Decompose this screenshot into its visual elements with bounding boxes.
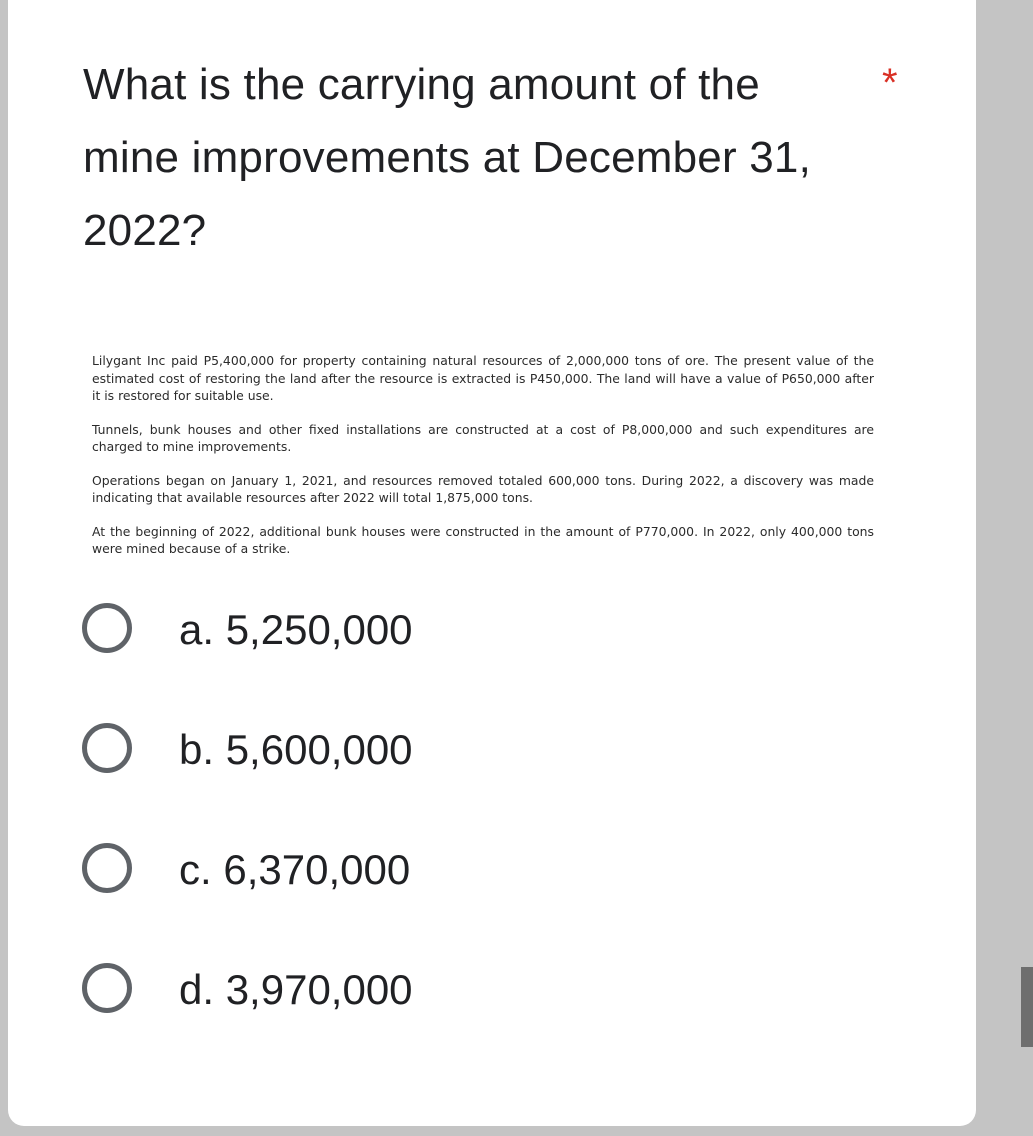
required-indicator: *	[882, 61, 898, 105]
passage-paragraph: Lilygant Inc paid P5,400,000 for property containing natural resources of 2,000,000 tons of ore. The present value of the estimated cost of restoring the land after the resource is extracted is P450,000. The land will have a value of P650,000 after it is restored for suitable use.	[92, 353, 874, 403]
radio-button[interactable]	[82, 963, 132, 1013]
option-label: d. 3,970,000	[179, 966, 413, 1013]
answer-options	[82, 600, 782, 1080]
question-title: What is the carrying amount of the mine improvements at December 31, 2022?	[83, 60, 812, 255]
option-label: c. 6,370,000	[179, 846, 411, 893]
option-d[interactable]	[82, 960, 782, 1080]
option-a[interactable]	[82, 600, 782, 720]
option-label: a. 5,250,000	[179, 606, 413, 653]
radio-button[interactable]	[82, 723, 132, 773]
question-card	[8, 0, 976, 1126]
radio-button[interactable]	[82, 603, 132, 653]
radio-button[interactable]	[82, 843, 132, 893]
option-b[interactable]	[82, 720, 782, 840]
option-label: b. 5,600,000	[179, 726, 413, 773]
passage-paragraph: At the beginning of 2022, additional bunk houses were constructed in the amount of P770,000. In 2022, only 400,000 tons were mined because of a strike.	[92, 523, 874, 556]
option-c[interactable]	[82, 840, 782, 960]
passage-paragraph: Operations began on January 1, 2021, and resources removed totaled 600,000 tons. During 2022, a discovery was made indicating that available resources after 2022 will total 1,875,000 tons.	[92, 472, 874, 505]
scrollbar-thumb[interactable]	[1021, 967, 1033, 1047]
question-passage-image	[92, 352, 874, 574]
passage-paragraph: Tunnels, bunk houses and other fixed installations are constructed at a cost of P8,000,000 and such expenditures are charged to mine improvements.	[92, 421, 874, 454]
